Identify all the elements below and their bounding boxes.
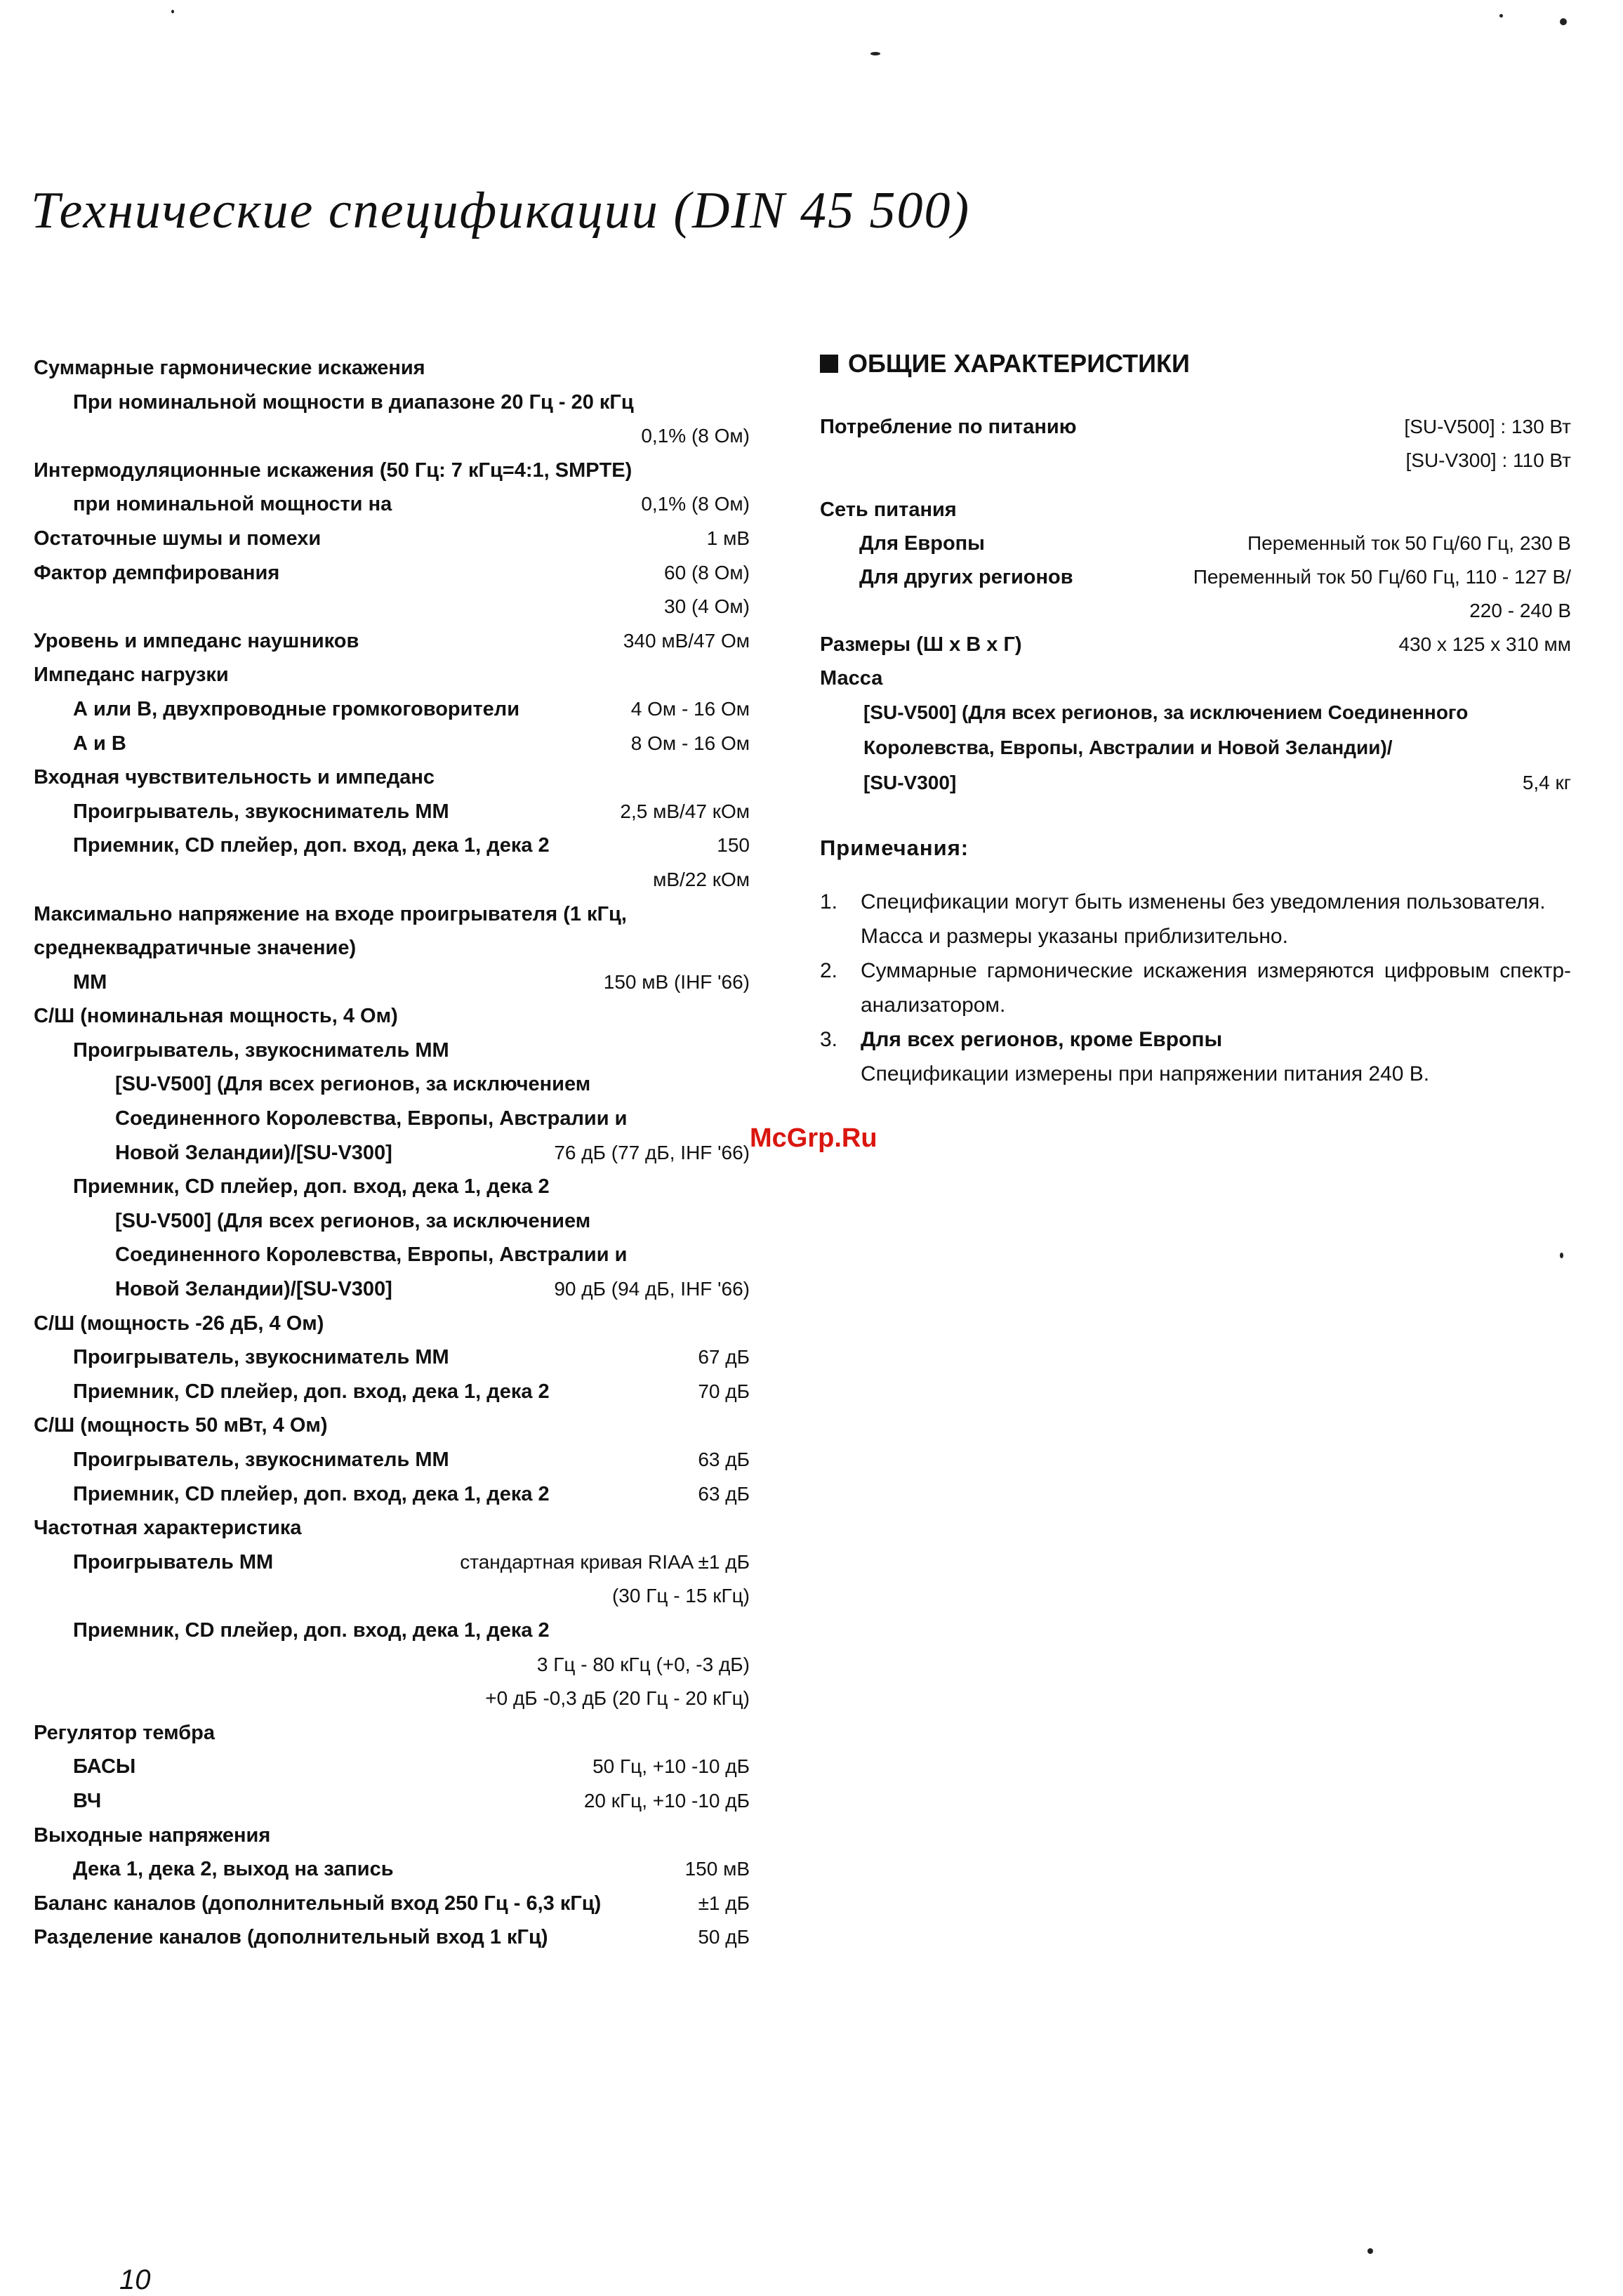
spec-label: среднеквадратичные значение) bbox=[34, 937, 357, 960]
spec-row bbox=[34, 522, 750, 556]
spec-label: Проигрыватель, звукосниматель ММ bbox=[73, 1449, 449, 1471]
spec-row bbox=[34, 658, 750, 692]
specs-left-column bbox=[34, 351, 750, 1955]
spec-label: А и В bbox=[73, 732, 126, 755]
specs-right-column bbox=[820, 344, 1571, 1091]
mass-value: 5,4 кг bbox=[1522, 772, 1571, 793]
spec-row bbox=[34, 1852, 750, 1887]
spec-row bbox=[34, 931, 750, 965]
spec-row bbox=[34, 1307, 750, 1341]
spec-row bbox=[34, 1067, 750, 1102]
spec-row bbox=[820, 444, 1571, 477]
spec-label: [SU-V500] (Для всех регионов, за исключением bbox=[115, 1209, 591, 1232]
spec-label: Суммарные гармонические искажения bbox=[34, 357, 425, 379]
spec-row bbox=[820, 594, 1571, 628]
spec-value: (30 Гц - 15 кГц) bbox=[611, 1585, 750, 1607]
spec-row bbox=[820, 410, 1571, 444]
spec-label: При номинальной мощности в диапазоне 20 Гц - 20 кГц bbox=[73, 390, 634, 414]
spec-label: Баланс каналов (дополнительный вход 250 Гц - 6,3 кГц) bbox=[34, 1892, 602, 1915]
spec-label: Для Европы bbox=[859, 532, 985, 555]
spec-value: 0,1% (8 Ом) bbox=[641, 493, 750, 515]
spec-value: 150 мВ bbox=[684, 1858, 750, 1880]
spec-row bbox=[34, 487, 750, 522]
spec-value: [SU-V300] : 110 Вт bbox=[1405, 449, 1571, 471]
spec-label: Выходные напряжения bbox=[34, 1823, 271, 1847]
spec-value: 0,1% (8 Ом) bbox=[641, 425, 750, 447]
spec-label: Размеры (Ш x В x Г) bbox=[820, 633, 1022, 656]
spec-row bbox=[34, 1614, 750, 1648]
spec-row bbox=[34, 897, 750, 932]
spec-label: С/Ш (мощность 50 мВт, 4 Ом) bbox=[34, 1414, 328, 1437]
spec-value: 2,5 мВ/47 кОм bbox=[620, 800, 750, 822]
spec-label: Проигрыватель, звукосниматель ММ bbox=[73, 1038, 449, 1062]
spec-label: С/Ш (мощность -26 дБ, 4 Ом) bbox=[34, 1312, 324, 1335]
spec-value: +0 дБ -0,3 дБ (20 Гц - 20 кГц) bbox=[485, 1687, 750, 1710]
spec-label: БАСЫ bbox=[73, 1755, 136, 1779]
spec-row bbox=[34, 1545, 750, 1580]
spec-row bbox=[34, 1034, 750, 1068]
spec-value: 340 мВ/47 Ом bbox=[623, 629, 750, 652]
spec-row bbox=[34, 1819, 750, 1853]
spec-row bbox=[34, 1750, 750, 1784]
spec-row bbox=[34, 795, 750, 829]
spec-row bbox=[34, 1477, 750, 1512]
spec-row bbox=[820, 560, 1571, 594]
spec-label: Приемник, CD плейер, доп. вход, дека 1, дека 2 bbox=[73, 1482, 550, 1505]
spec-row bbox=[34, 419, 750, 454]
spec-row bbox=[34, 1784, 750, 1819]
note-item: 3. Для всех регионов, кроме Европы Спецификации измерены при напряжении питания 240 В. bbox=[820, 1028, 1430, 1086]
mass-detail: [SU-V500] (Для всех регионов, за исключением Соединенного Королевства, Европы, Австралии и Новой Зеландии)/ [SU-V300] 5,4 кг bbox=[820, 695, 1571, 800]
spec-row bbox=[34, 351, 750, 385]
spec-label: А или В, двухпроводные громкоговорители bbox=[73, 697, 520, 720]
spec-label: Сеть питания bbox=[820, 499, 957, 521]
general-heading-text: ОБЩИЕ ХАРАКТЕРИСТИКИ bbox=[848, 349, 1190, 378]
spec-value: [SU-V500] : 130 Вт bbox=[1404, 416, 1571, 437]
spec-row bbox=[34, 1579, 750, 1614]
spec-value: 30 (4 Ом) bbox=[664, 595, 750, 618]
note-item: 1. Спецификации могут быть изменены без уведомления пользователя. Масса и размеры указаны приблизительно. bbox=[820, 890, 1546, 948]
spec-row bbox=[34, 1102, 750, 1136]
spec-row bbox=[34, 385, 750, 420]
spec-label: Интермодуляционные искажения (50 Гц: 7 кГц=4:1, SMPTE) bbox=[34, 458, 632, 482]
spec-label: Остаточные шумы и помехи bbox=[34, 527, 322, 550]
spec-row bbox=[34, 454, 750, 488]
spec-value: 70 дБ bbox=[698, 1380, 750, 1402]
spec-row bbox=[34, 965, 750, 1000]
spec-value: 8 Ом - 16 Ом bbox=[630, 732, 750, 754]
spec-value: 63 дБ bbox=[698, 1482, 750, 1505]
spec-row bbox=[34, 556, 750, 591]
spec-row bbox=[34, 1716, 750, 1750]
spec-label: Соединенного Королевства, Европы, Австралии и bbox=[115, 1243, 628, 1267]
spec-value: 76 дБ (77 дБ, IHF '66) bbox=[554, 1141, 750, 1163]
spec-label: Новой Зеландии)/[SU-V300] bbox=[115, 1141, 392, 1164]
spec-label: Приемник, CD плейер, доп. вход, дека 1, дека 2 bbox=[73, 1380, 550, 1403]
spec-label: при номинальной мощности на bbox=[73, 493, 392, 516]
spec-label: Уровень и импеданс наушников bbox=[34, 629, 359, 652]
spec-row bbox=[34, 590, 750, 624]
spec-value: 150 мВ (IHF '66) bbox=[603, 970, 750, 993]
spec-value: 67 дБ bbox=[698, 1346, 750, 1368]
spec-row bbox=[34, 1272, 750, 1307]
spec-label: Для других регионов bbox=[859, 566, 1073, 588]
spec-value: Переменный ток 50 Гц/60 Гц, 110 - 127 В/ bbox=[1193, 566, 1571, 588]
spec-label: Проигрыватель, звукосниматель ММ bbox=[73, 800, 449, 823]
spec-row bbox=[820, 527, 1571, 560]
spec-label: Проигрыватель ММ bbox=[73, 1550, 274, 1573]
spec-label: Импеданс нагрузки bbox=[34, 664, 229, 687]
spec-row bbox=[34, 1887, 750, 1921]
spec-row bbox=[820, 628, 1571, 661]
general-section-heading bbox=[820, 344, 1571, 383]
spec-row bbox=[34, 1648, 750, 1682]
spec-row bbox=[820, 661, 1571, 695]
spec-label: ВЧ bbox=[73, 1789, 102, 1812]
page-number: 10 bbox=[119, 2264, 151, 2295]
note-item: 2. Суммарные гармонические искажения измеряются цифровым спектр-анализатором. bbox=[820, 959, 1571, 1017]
spec-row bbox=[34, 863, 750, 897]
spec-value: 3 Гц - 80 кГц (+0, -3 дБ) bbox=[536, 1653, 750, 1675]
spec-row bbox=[34, 1511, 750, 1545]
spec-row bbox=[34, 692, 750, 727]
spec-row bbox=[34, 1204, 750, 1239]
spec-value: 4 Ом - 16 Ом bbox=[630, 697, 750, 720]
spec-label: Проигрыватель, звукосниматель ММ bbox=[73, 1346, 449, 1369]
spec-label: Дека 1, дека 2, выход на запись bbox=[73, 1858, 394, 1881]
spec-value: 90 дБ (94 дБ, IHF '66) bbox=[554, 1278, 750, 1300]
spec-row bbox=[34, 1238, 750, 1272]
spec-label: Входная чувствительность и импеданс bbox=[34, 766, 435, 789]
spec-row bbox=[34, 760, 750, 795]
spec-label: Приемник, CD плейер, доп. вход, дека 1, дека 2 bbox=[73, 1175, 550, 1199]
spec-row bbox=[34, 727, 750, 761]
spec-value: Переменный ток 50 Гц/60 Гц, 230 В bbox=[1247, 532, 1571, 554]
spec-label: Приемник, CD плейер, доп. вход, дека 1, дека 2 bbox=[73, 1618, 550, 1642]
spec-row bbox=[34, 1375, 750, 1409]
spec-label: Максимально напряжение на входе проигрывателя (1 кГц, bbox=[34, 902, 627, 925]
spec-label: С/Ш (номинальная мощность, 4 Ом) bbox=[34, 1005, 398, 1028]
spec-row bbox=[34, 1408, 750, 1443]
spec-label: Приемник, CD плейер, доп. вход, дека 1, дека 2 bbox=[73, 834, 550, 857]
spec-row bbox=[34, 1136, 750, 1170]
spec-row bbox=[34, 999, 750, 1034]
page-title: Технические спецификации (DIN 45 500) bbox=[31, 182, 971, 239]
spec-label: Новой Зеландии)/[SU-V300] bbox=[115, 1278, 392, 1301]
notes-title: Примечания: bbox=[820, 836, 969, 860]
spec-label: Потребление по питанию bbox=[820, 416, 1077, 438]
spec-value: 430 x 125 x 310 мм bbox=[1398, 633, 1571, 655]
spec-value: стандартная кривая RIAA ±1 дБ bbox=[460, 1550, 750, 1573]
spec-value: 50 дБ bbox=[698, 1926, 750, 1948]
spec-label: Масса bbox=[820, 667, 883, 690]
spec-row bbox=[34, 1920, 750, 1955]
spec-label: Регулятор тембра bbox=[34, 1721, 215, 1744]
spec-value: 63 дБ bbox=[698, 1449, 750, 1470]
spec-label: Разделение каналов (дополнительный вход 1 кГц) bbox=[34, 1926, 548, 1949]
spec-row bbox=[34, 1340, 750, 1375]
spec-value: 60 (8 Ом) bbox=[664, 561, 750, 583]
watermark[interactable]: McGrp.Ru bbox=[750, 1123, 877, 1153]
spec-value: 1 мВ bbox=[706, 527, 750, 549]
spec-label: Частотная характеристика bbox=[34, 1517, 302, 1540]
spec-row bbox=[34, 1443, 750, 1477]
spec-row bbox=[820, 493, 1571, 527]
spec-value: 150 bbox=[717, 834, 750, 857]
spec-value: 220 - 240 В bbox=[1469, 600, 1571, 621]
square-bullet-icon bbox=[820, 355, 838, 373]
spec-label: Соединенного Королевства, Европы, Австралии и bbox=[115, 1107, 628, 1130]
spec-row bbox=[34, 1170, 750, 1204]
spec-label: [SU-V500] (Для всех регионов, за исключением bbox=[115, 1073, 591, 1096]
spec-row bbox=[34, 1682, 750, 1716]
spec-row bbox=[34, 624, 750, 659]
spec-value: 20 кГц, +10 -10 дБ bbox=[583, 1789, 750, 1812]
spec-value: ±1 дБ bbox=[698, 1892, 750, 1914]
spec-label: Фактор демпфирования bbox=[34, 561, 280, 584]
spec-value: 50 Гц, +10 -10 дБ bbox=[592, 1755, 750, 1778]
spec-row bbox=[34, 829, 750, 863]
spec-value: мВ/22 кОм bbox=[653, 868, 750, 890]
spec-label: ММ bbox=[73, 970, 107, 994]
